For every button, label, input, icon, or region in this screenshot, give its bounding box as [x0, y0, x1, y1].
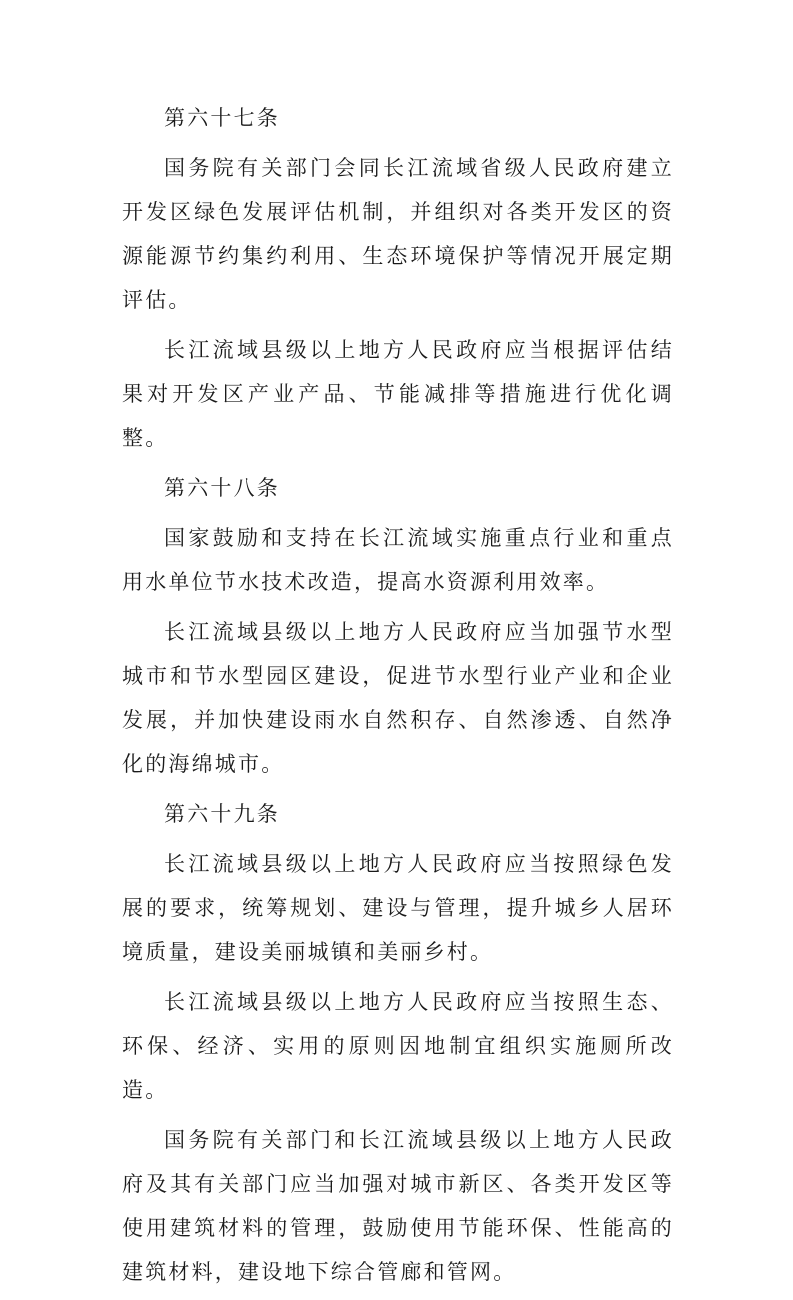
paragraph: 国务院有关部门和长江流域县级以上地方人民政府及其有关部门应当加强对城市新区、各类开发区等使用建筑材料的管理，鼓励使用节能环保、性能高的建筑材料，建设地下综合管廊和管网。 [122, 1128, 674, 1284]
article-heading: 第六十九条 [164, 802, 280, 826]
article-heading: 第六十七条 [164, 106, 280, 130]
article-heading: 第六十八条 [164, 476, 280, 500]
paragraph: 长江流域县级以上地方人民政府应当按照绿色发展的要求，统筹规划、建设与管理，提升城乡人居环境质量，建设美丽城镇和美丽乡村。 [122, 852, 674, 964]
paragraph: 国务院有关部门会同长江流域省级人民政府建立开发区绿色发展评估机制，并组织对各类开发区的资源能源节约集约利用、生态环境保护等情况开展定期评估。 [122, 156, 674, 312]
paragraph: 长江流域县级以上地方人民政府应当根据评估结果对开发区产业产品、节能减排等措施进行优化调整。 [122, 338, 674, 450]
paragraph: 国家鼓励和支持在长江流域实施重点行业和重点用水单位节水技术改造，提高水资源利用效率。 [122, 526, 674, 594]
document-page [122, 96, 674, 1300]
paragraph: 长江流域县级以上地方人民政府应当加强节水型城市和节水型园区建设，促进节水型行业产业和企业发展，并加快建设雨水自然积存、自然渗透、自然净化的海绵城市。 [122, 620, 674, 776]
paragraph: 长江流域县级以上地方人民政府应当按照生态、环保、经济、实用的原则因地制宜组织实施厕所改造。 [122, 990, 674, 1102]
